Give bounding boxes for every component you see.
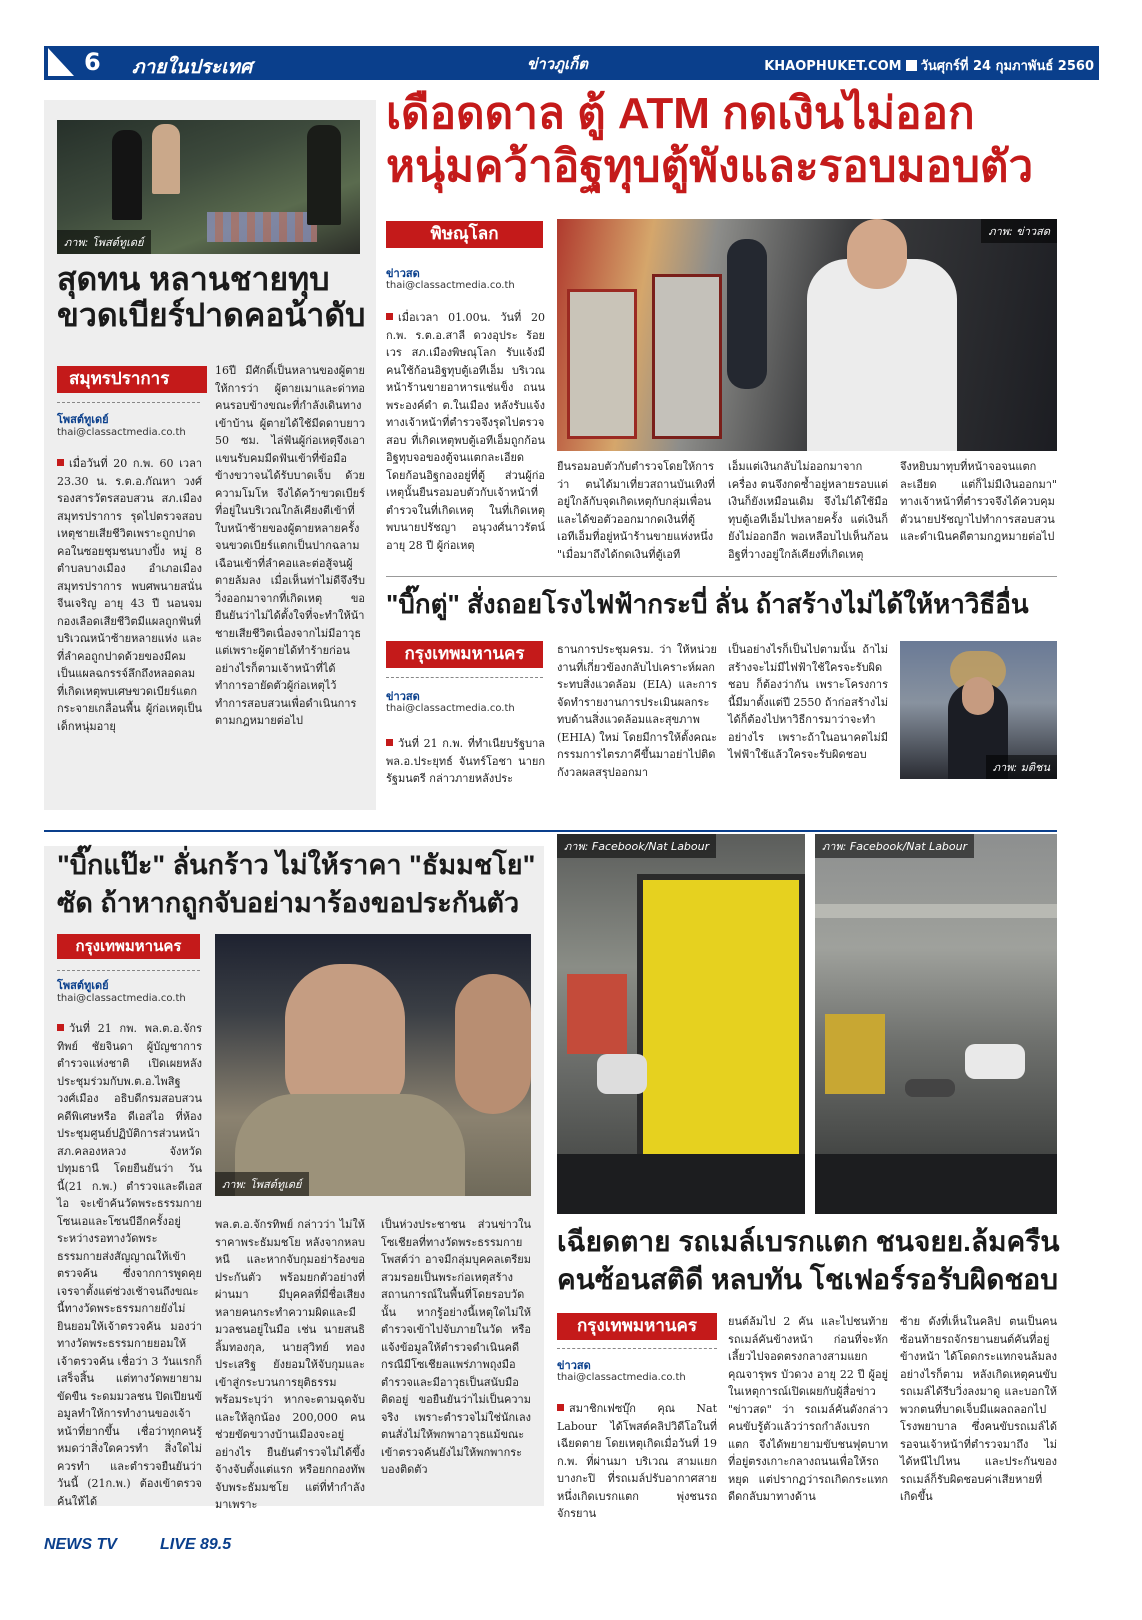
- thammachayo-headline-2: ซัด ถ้าหากถูกจับอย่ามาร้องขอประกันตัว: [57, 888, 520, 918]
- separator-square-icon: [906, 60, 917, 71]
- power-body-text-1: วันที่ 21 ก.พ. ที่ทำเนียบรัฐบาล พล.อ.ประยุทธ์ จันทร์โอชา นายกรัฐมนตรี กล่าวภายหลังประ: [386, 737, 545, 785]
- bus-photo-2: [815, 834, 1057, 1214]
- beer-body-text-2: 16ปี มีศักดิ์เป็นหลานของผู้ตาย ให้การว่า ผู้ตายเมาและด่าทอคนรอบข้างขณะที่กำลังเดินทางเข้าบ้าน ผู้ตายได้ใช้มีดดาบยาว 50 ซม. ไล่ฟันผู้ก่อเหตุจึงเอาแขนรับคมมีดฟันเข้าที่ข้อมือข้างขวาจนได้รับบาดเจ็บ ด้วยความโมโห จึงได้คว้าขวดเบียร์ที่อยู่ในบริเวณใกล้เคียงตีเข้าที่ใบหน้าซ้ายของผู้ตายหลายครั้งจนขวดเบียร์แตกเป็นปากฉลาม เฉือนเข้าที่ลำคอและต่อสู้จนผู้ตายล้มลง เมื่อเห็นท่าไม่ดีจึงรีบวิ่งออกมาจากที่เกิดเหตุ ขอยืนยันว่าไม่ได้ตั้งใจที่จะทำให้น้าชายเสียชีวิตเนื่องจากไม่มีอาวุธ แต่เพราะผู้ตายได้ทำร้ายก่อน อย่างไรก็ตามเจ้าหน้าที่ได้ทำการอายัดตัวผู้ก่อเหตุไว้ทำการสอบสวนเพื่อดำเนินการตามกฎหมายต่อไป: [215, 364, 365, 727]
- site-url[interactable]: KHAOPHUKET.COM: [764, 59, 902, 74]
- photo-figure: [307, 125, 341, 225]
- bus-body-text-2: ยนต์ล้มไป 2 คัน และไปชนท้ายรถเมล์คันข้างหน้า ก่อนที่จะหักเลี้ยวไปจอดตรงกลางสามแยก คุณจารุพร บัวดวง อายุ 22 ปี ผู้อยู่ในเหตุการณ์เปิดเผยกับผู้สื่อข่าว "ข่าวสด" ว่า รถเมล์คันดังกล่าว คนขับรู้ตัวแล้วว่ารถกำลังเบรกแตก จึงได้พยายามขับชนฟุตบาทที่อยู่ตรงเกาะกลางถนนเพื่อให้รถหยุด แต่ปรากฏว่ารถเกิดกระแทกดีดกลับมาทางด้าน: [728, 1315, 888, 1503]
- photo-bus-distant: [567, 974, 627, 1054]
- photo-bus: [637, 874, 805, 1174]
- thammachayo-body-col-3: [381, 1216, 531, 1502]
- beer-body-text-1: เมื่อวันที่ 20 ก.พ. 60 เวลา 23.30 น. ร.ต.อ.กัณหา วงศ์ รองสารวัตรสอบสวน สภ.เมืองสมุทรปราการ รุดไปตรวจสอบเหตุชายเสียชีวิตเพราะถูกปาดคอในซอยชุมชนบางปิ้ง หมู่ 8 ตำบลบางเมือง อำเภอเมืองสมุทรปราการ พบศพนายสนั่น จีนเจริญ อายุ 43 ปี นอนจมกองเลือดเสียชีวิตมีแผลถูกฟันที่บริเวณหน้าซ้ายหลายแห่ง และที่ลำคอถูกปาดด้วยของมีคมเป็นแผลฉกรรจ์ลึกถึงหลอดลม ที่เกิดเหตุพบเศษขวดเบียร์แตกกระจายเกลื่อนพื้น ผู้ก่อเหตุเป็นเด็กหนุ่มอายุ: [57, 457, 202, 733]
- photo-overpass: [815, 904, 1057, 918]
- divider: [557, 1348, 717, 1349]
- power-body-col-2: [557, 641, 717, 807]
- thammachayo-body-col-1: [57, 1020, 202, 1508]
- bullet-square-icon: [386, 313, 393, 320]
- thammachayo-body-text-3: เป็นห่วงประชาชน ส่วนข่าวในโซเชียลที่ทางวัดพระธรรมกายโพสต์ว่า อาจมีกลุ่มบุคคลเตรียมสวมรอยเป็นพระก่อเหตุสร้างสถานการณ์ในพื้นที่โดยรอบวัดนั้น หากรู้อย่างนี้เหตุใดไม่ให้ตำรวจเข้าไปจับภายในวัด หรือแจ้งข้อมูลให้ตำรวจดำเนินคดี กรณีมีโซเชียลแพร่ภาพถุงมือตำรวจและมีอาวุธเป็นสนับมือติดอยู่ ขอยืนยันว่าไม่เป็นความจริง เพราะตำรวจไม่ใช่นักเลง ตนสั่งไม่ให้พกพาอาวุธแม้ขณะเข้าตรวจค้นยังไม่ให้พกพากระบองติดตัว: [381, 1218, 531, 1476]
- photo-bus-distant: [825, 1014, 885, 1094]
- bus-body-col-1: [557, 1400, 717, 1520]
- photo-dashboard: [557, 1154, 805, 1214]
- section-title: ภายในประเทศ: [132, 56, 253, 78]
- photo-figure: [455, 974, 531, 1114]
- atm-headline-2: หนุ่มคว้าอิฐทุบตู้พังและรอบมอบตัว: [386, 142, 1034, 191]
- atm-body-text-3: เอ็มแต่เงินกลับไม่ออกมาจากเครื่อง ตนจึงกดซ้ำอยู่หลายรอบแต่เงินก็ยังเหมือนเดิม จึงไม่ได้ใช้มือทุบตู้เอทีเอ็มไปหลายครั้ง แต่เงินก็ยังไม่ออกอีก พอเหลือบไปเห็นก้อนอิฐที่วางอยู่ใกล้เคียงที่เกิดเหตุ: [728, 460, 888, 561]
- footer-logo-newstv: NEWS TV: [44, 1536, 117, 1553]
- atm-body-text-2: ยืนรอมอบตัวกับตำรวจโดยให้การว่า ตนได้มาเที่ยวสถานบันเทิงที่อยู่ใกล้กับจุดเกิดเหตุกับกลุ่มเพื่อน และได้ขอตัวออกมากดเงินที่ตู้เอทีเอ็มที่อยู่หน้าร้านขายแห่งหนึ่ง "เมื่อมาถึงได้กดเงินที่ตู้เอที: [557, 460, 715, 561]
- atm-email[interactable]: thai@classactmedia.co.th: [386, 280, 515, 291]
- beer-headline: สุดทน หลานชายทุบขวดเบียร์ปาดคอน้าดับ: [57, 261, 366, 333]
- bus-photo-1: [557, 834, 805, 1214]
- thammachayo-body-col-2: [215, 1216, 365, 1511]
- photo-atm-machine: [652, 274, 722, 439]
- divider: [57, 970, 200, 971]
- beer-body-col-2: [215, 362, 365, 806]
- photo-fallen-bike: [905, 1079, 955, 1097]
- thammachayo-body-text-2: พล.ต.อ.จักรทิพย์ กล่าวว่า ไม่ให้ราคาพระธัมมชโย หลังจากหลบหนี และหากจับกุมอย่าร้องขอประกันตัว พร้อมยกตัวอย่างที่ผ่านมา มีบุคคลที่มีชื่อเสียงหลายคนกระทำความผิดและมีมวลชนอยู่ในมือ เช่น นายสนธิ ลิ้มทองกุล, นายสุวิทย์ ทองประเสริฐ ยังยอมให้จับกุมและเข้าสู่กระบวนการยุติธรรม พร้อมระบุว่า หากจะตามฉุดจับและให้ลูกน้อง 200,000 คนช่วยขัดขวางบ้านเมืองจะอยู่อย่างไร ยืนยันตำรวจไม่ได้ขึ้งจ้างจับตั้งแต่แรก หรือยกกองทัพจับพระธัมมชโย แต่ที่ทำกำลังมาเพราะ: [215, 1218, 365, 1511]
- photo-figure-head: [962, 677, 994, 715]
- bullet-square-icon: [57, 459, 64, 466]
- bullet-square-icon: [557, 1404, 564, 1411]
- photo-blur-area: [207, 212, 317, 242]
- footer-logo-live: LIVE 89.5: [160, 1536, 232, 1553]
- photo-credit: ภาพ: Facebook/Nat Labour: [557, 834, 716, 858]
- atm-photo: [557, 219, 1057, 451]
- power-location-tag: กรุงเทพมหานคร: [386, 641, 543, 668]
- thammachayo-photo: [215, 934, 531, 1196]
- thammachayo-body-text-1: วันที่ 21 กพ. พล.ต.อ.จักรทิพย์ ชัยจินดา ผู้บัญชาการตำรวจแห่งชาติ เปิดเผยหลังประชุมร่วมกับพ.ต.อ.ไพสิฐ วงศ์เมือง อธิบดีกรมสอบสวนคดีพิเศษหรือ ดีเอสไอ ที่ห้องประชุมศูนย์ปฏิบัติการส่วนหน้า สภ.คลองหลวง จังหวัดปทุมธานี โดยยืนยันว่า วันนี้(21 ก.พ.) ตำรวจและดีเอสไอ จะเข้าค้นวัดพระธรรมกาย โซนเอและโซนบีอีกครั้งอยู่ระหว่างรอทางวัดพระธรรมกายส่งสัญญาณให้เข้าตรวจค้น ซึ่งจากการพูดคุยเจรจาตั้งแต่ช่วงเช้าจนถึงขณะนี้ทางวัดพระธรรมกายยังไม่ยินยอมให้เจ้าตรวจค้น มองว่าทางวัดพระธรรมกายยอมให้เจ้าตรวจค้น เชื่อว่า 3 วันแรกก็เสร็จสิ้น แต่ทางวัดพยายามขัดขืน ระดมมวลชน ปิดเปียนข้อมูลทำให้การทำงานของเจ้าหน้าที่ยากขึ้น เชื่อว่าทุกคนรู้หมดว่าสิ่งใดควรทำ สิ่งใดไม่ควรทำ และตำรวจยืนยันว่า วันนี้ (21ก.พ.) ต้องเข้าตรวจค้นให้ได้: [57, 1022, 202, 1508]
- atm-body-text-1b: ในที่เกิดเหตุพบนายปรัชญา อนุวงศ์นาวรัตน์ อายุ 28 ปี ผู้ก่อเหตุ: [386, 503, 545, 552]
- photo-figure: [727, 239, 767, 389]
- atm-body-col-1: [386, 309, 545, 567]
- photo-man-head: [847, 219, 907, 289]
- divider: [57, 402, 200, 403]
- photo-rider: [597, 1054, 647, 1094]
- thammachayo-email[interactable]: thai@classactmedia.co.th: [57, 993, 186, 1004]
- beer-email[interactable]: thai@classactmedia.co.th: [57, 427, 186, 438]
- bus-byline: ข่าวสด: [557, 1359, 591, 1372]
- photo-dashboard: [815, 1154, 1057, 1214]
- bus-body-col-3: [900, 1313, 1057, 1502]
- bullet-square-icon: [57, 1024, 64, 1031]
- thammachayo-byline: โพสต์ทูเดย์: [57, 979, 109, 992]
- power-body-col-1: [386, 735, 545, 807]
- bullet-square-icon: [386, 739, 393, 746]
- bus-email[interactable]: thai@classactmedia.co.th: [557, 1372, 686, 1383]
- header-site-date: [764, 55, 1094, 76]
- divider: [386, 576, 1057, 577]
- atm-headline-1: เดือดดาล ตู้ ATM กดเงินไม่ออก: [386, 89, 975, 138]
- power-body-text-2: ธานการประชุมครม. ว่า ให้หน่วยงานที่เกี่ยวข้องกลับไปเคราะห์ผลกระทบสิ่งแวดล้อม (EIA) และการจัดทำรายงานการประเมินผลกระทบด้านสิ่งแวดล้อมและสุขภาพ (EHIA) ใหม่ โดยมีการให้ตั้งคณะกรรมการไตรภาคีขึ้นมาอย่าไปติดกังวลผลสรุปออกมา: [557, 643, 717, 779]
- thammachayo-headline-1: "บิ๊กแป๊ะ" ลั่นกร้าว ไม่ให้ราคา "ธัมมชโย": [57, 850, 536, 880]
- photo-credit: ภาพ: ข่าวสด: [981, 219, 1057, 243]
- photo-credit: ภาพ: โพสต์ทูเดย์: [57, 230, 151, 254]
- beer-location-tag: สมุทรปราการ: [57, 366, 207, 393]
- photo-officer-face: [285, 964, 405, 1114]
- thammachayo-location-tag: กรุงเทพมหานคร: [57, 934, 200, 959]
- atm-body-col-2: [557, 458, 715, 567]
- atm-body-text-4: จึงหยิบมาทุบที่หน้าจอจนแตกละเอียด แต่ก็ไม่มีเงินออกมา" ทางเจ้าหน้าที่ตำรวจจึงได้ควบคุมตัวนายปรัชญาไปทำการสอบสวน และดำเนินคดีตามกฎหมายต่อไป: [900, 460, 1057, 543]
- power-body-col-3: [728, 641, 888, 807]
- beer-byline: โพสต์ทูเดย์: [57, 413, 109, 426]
- power-email[interactable]: thai@classactmedia.co.th: [386, 703, 515, 714]
- atm-body-col-4: [900, 458, 1057, 567]
- page-number: 6: [84, 48, 101, 76]
- photo-atm-machine: [567, 289, 637, 439]
- issue-date: วันศุกร์ที่ 24 กุมภาพันธ์ 2560: [920, 59, 1094, 74]
- atm-byline: ข่าวสด: [386, 267, 420, 280]
- power-photo: [900, 641, 1057, 779]
- atm-body-text-1: เมื่อเวลา 01.00น. วันที่ 20 ก.พ. ร.ต.อ.สาลี ดวงอุประ ร้อยเวร สภ.เมืองพิษณุโลก รับแจ้งมีคนใช้ก้อนอิฐทุบตู้เอทีเอ็ม บริเวณหน้าร้านขายอาหารแช่แข็ง ถนนพระองค์ดำ ต.ในเมือง หลังรับแจ้งทางเจ้าหน้าที่ตำรวจจึงรุดไปตรวจสอบ ที่เกิดเหตุพบตู้เอทีเอ็มถูกก้อนอิฐทุบจอของตู้จนแตกละเอียด โดยก้อนอิฐกองอยู่ที่ตู้ ส่วนผู้ก่อเหตุนั้นยืนรอมอบตัวกับเจ้าหน้าที่ตำรวจในที่เกิดเหตุ: [386, 311, 545, 517]
- atm-location-tag: พิษณุโลก: [386, 221, 543, 248]
- power-byline: ข่าวสด: [386, 690, 420, 703]
- bus-headline-1: เฉียดตาย รถเมล์เบรกแตก ชนจยย.ล้มครืน: [557, 1226, 1060, 1257]
- photo-credit: ภาพ: มติชน: [986, 755, 1057, 779]
- photo-figure: [112, 130, 142, 220]
- beer-body-col-1: [57, 455, 202, 805]
- bus-body-text-1: สมาชิกเฟซบุ๊ก คุณ Nat Labour ได้โพสต์คลิปวิดีโอในที่เฉียดตาย โดยเหตุเกิดเมื่อวันที่ 19 ก.พ. ที่ผ่านมา บริเวณ สามแยกบางกะปิ ที่รถเมล์ปรับอากาศสายหนึ่งเกิดเบรกแตก พุ่งชนรถจักรยาน: [557, 1402, 717, 1520]
- beer-story-photo: [57, 120, 360, 254]
- photo-figure: [152, 124, 180, 194]
- bus-body-col-2: [728, 1313, 888, 1502]
- section-divider: [44, 830, 1057, 832]
- bus-body-text-3: ซ้าย ดังที่เห็นในคลิป ตนเป็นคนซ้อนท้ายรถจักรยานยนต์คันที่อยู่ข้างหน้า ได้โดดกระแทกจนล้มลงอย่างไรก็ตาม หลังเกิดเหตุคนขับรถเมล์ได้รีบวิ่งลงมาดู และบอกให้พวกตนที่บาดเจ็บมีแผลถลอกไปโรงพยาบาล ซึ่งคนขับรถเมล์ได้รอจนเจ้าหน้าที่ตำรวจมาถึง ไม่ได้หนีไปไหน และประกันของรถเมล์ก็รับผิดชอบค่าเสียหายที่เกิดขึ้น: [900, 1315, 1057, 1503]
- photo-credit: ภาพ: โพสต์ทูเดย์: [215, 1172, 309, 1196]
- atm-body-col-3: [728, 458, 888, 567]
- divider: [386, 677, 543, 678]
- bus-location-tag: กรุงเทพมหานคร: [557, 1313, 717, 1340]
- photo-car: [965, 1044, 1025, 1079]
- bus-headline-2: คนซ้อนสติดี หลบทัน โชเฟอร์รอรับผิดชอบ: [557, 1264, 1058, 1295]
- photo-credit: ภาพ: Facebook/Nat Labour: [815, 834, 974, 858]
- power-body-text-3: เป็นอย่างไรก็เป็นไปตามนั้น ถ้าไม่สร้างจะไม่มีไฟฟ้าใช้ใครจะรับผิดชอบ ก็ต้องว่ากัน เพราะโครงการนี้มีมาตั้งแต่ปี 2550 ถ้าก่อสร้างไม่ได้ก็ต้องไปหาวิธีการมาว่าจะทำอย่างไร เพราะถ้าในอนาคตไม่มีไฟฟ้าใช้แล้วใครจะรับผิดชอบ: [728, 643, 888, 761]
- masthead-logo: ข่าวภูเก็ต: [527, 55, 588, 73]
- power-headline: "บิ๊กตู่" สั่งถอยโรงไฟฟ้ากระบี่ ลั่น ถ้าสร้างไม่ได้ให้หาวิธีอื่น: [386, 589, 1029, 619]
